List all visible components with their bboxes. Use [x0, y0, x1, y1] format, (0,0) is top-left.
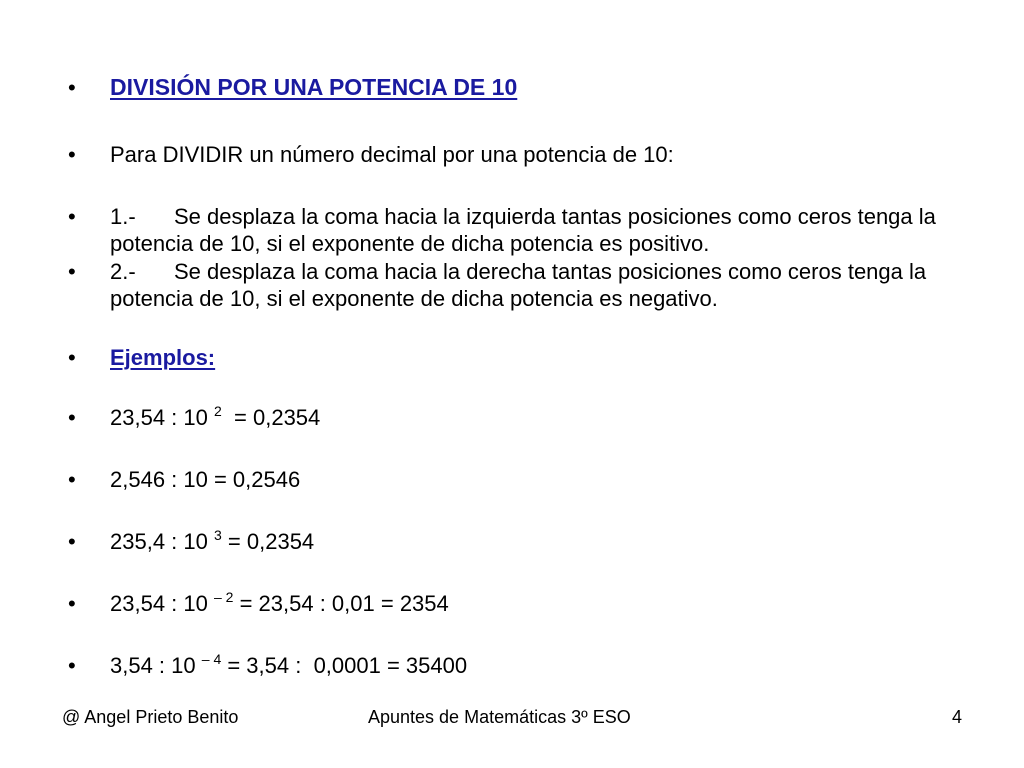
example-left: 23,54 : 10 — [110, 405, 208, 430]
bullet: • — [68, 467, 76, 492]
examples-heading-item — [68, 344, 988, 371]
example-exponent: – 2 — [214, 589, 234, 605]
example-item — [68, 528, 988, 555]
rule-item-2 — [68, 258, 988, 312]
example-left: 23,54 : 10 — [110, 591, 208, 616]
example-right: = 0,2354 — [221, 529, 315, 554]
bullet: • — [68, 142, 76, 167]
example-text — [110, 466, 988, 493]
rule-number: 1.- — [110, 204, 136, 229]
example-right: = 0,2354 — [221, 405, 321, 430]
rule-item-1 — [68, 203, 988, 257]
bullet: • — [68, 75, 76, 100]
example-text — [110, 652, 988, 679]
example-item — [68, 590, 988, 617]
example-exponent: – 4 — [201, 651, 222, 667]
title-item — [68, 74, 988, 101]
example-left: 3,54 : 10 — [110, 653, 196, 678]
rule-body: Se desplaza la coma hacia la derecha tantas posiciones como ceros tenga la potencia de 10, si el exponente de dicha potencia es negativo. — [110, 259, 927, 311]
example-left: 235,4 : 10 — [110, 529, 208, 554]
slide-title: DIVISIÓN POR UNA POTENCIA DE 10 — [110, 74, 518, 100]
example-right: = 23,54 : 0,01 = 2354 — [233, 591, 449, 616]
example-text — [110, 404, 988, 431]
rule-text — [110, 203, 988, 257]
example-item — [68, 404, 988, 431]
intro-text: Para DIVIDIR un número decimal por una potencia de 10: — [110, 142, 674, 167]
example-exponent: 3 — [214, 527, 222, 543]
footer-author: @ Angel Prieto Benito — [62, 707, 239, 727]
bullet: • — [68, 591, 76, 616]
intro-item — [68, 141, 988, 168]
example-item — [68, 466, 988, 493]
bullet: • — [68, 653, 76, 678]
bullet: • — [68, 259, 76, 284]
example-right: = 3,54 : 0,0001 = 35400 — [221, 653, 468, 678]
bullet: • — [68, 405, 76, 430]
example-item — [68, 652, 988, 679]
example-exponent: 2 — [214, 403, 222, 419]
bullet: • — [68, 204, 76, 229]
examples-heading: Ejemplos: — [110, 345, 216, 370]
example-left: 2,546 : 10 = 0,2546 — [110, 467, 301, 492]
rule-text — [110, 258, 988, 312]
example-text — [110, 590, 988, 617]
rule-number: 2.- — [110, 259, 136, 284]
example-text — [110, 528, 988, 555]
footer-page-number: 4 — [952, 707, 963, 727]
rule-body: Se desplaza la coma hacia la izquierda tantas posiciones como ceros tenga la potencia de 10, si el exponente de dicha potencia es positivo. — [110, 204, 936, 256]
bullet: • — [68, 529, 76, 554]
footer-course: Apuntes de Matemáticas 3º ESO — [368, 707, 631, 727]
bullet: • — [68, 345, 76, 370]
